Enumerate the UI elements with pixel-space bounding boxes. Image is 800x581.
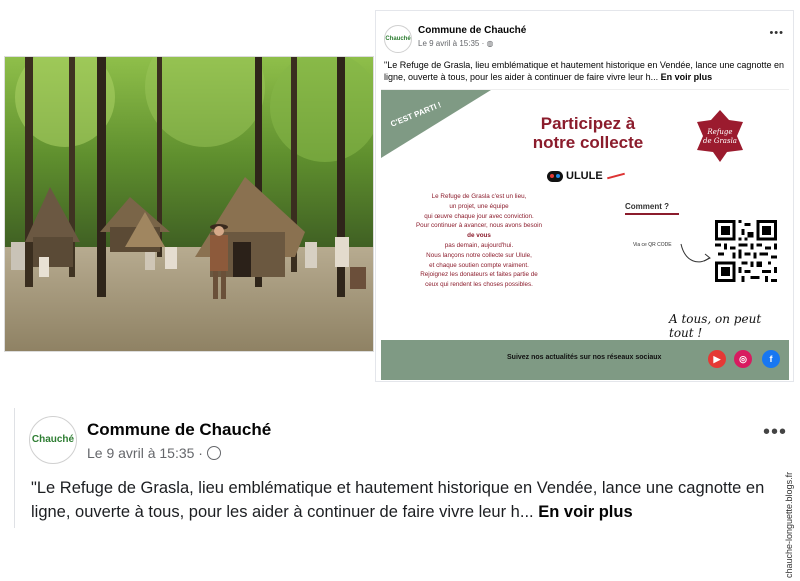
flyer-line: et chaque soutien compte vraiment.	[429, 261, 529, 269]
ulule-mark-icon	[547, 171, 563, 182]
post-text-body: "Le Refuge de Grasla, lieu emblématique et hautement historique en Vendée, lance une cagnotte en ligne, ouverte à tous, pour les aider à continuer de faire vivre leur h...	[384, 60, 784, 82]
fundraising-flyer[interactable]	[381, 89, 789, 380]
post-header	[384, 25, 784, 55]
ulule-logo	[547, 170, 625, 182]
globe-icon	[207, 446, 221, 460]
post-date[interactable]	[87, 445, 221, 461]
flyer-line-emphasis: de vous	[467, 232, 491, 240]
post-date-text: Le 9 avril à 15:35 ·	[418, 39, 487, 48]
flyer-line: pas demain, aujourd'hui.	[444, 241, 514, 249]
qr-code[interactable]	[715, 220, 777, 282]
slogan-text: A tous, on peut tout !	[669, 312, 762, 340]
post-date-text: Le 9 avril à 15:35 ·	[87, 445, 203, 461]
ulule-wordmark: ULULE	[566, 170, 603, 182]
watermark-text: chauche-longuette.blogs.fr	[784, 471, 794, 578]
arrow-icon	[679, 240, 713, 270]
flyer-line: Nous lançons notre collecte sur Ulule,	[426, 251, 532, 259]
flyer-line: ceux qui rendent les choses possibles.	[425, 281, 533, 289]
flyer-title: Participez à notre collecte	[532, 114, 644, 152]
flyer-footer	[381, 340, 789, 380]
page-name-link[interactable]: Commune de Chauché	[418, 25, 527, 36]
post-text	[31, 476, 791, 524]
flyer-line: Rejoignez les donateurs et faites partie de	[420, 271, 538, 279]
flyer-line: un projet, une équipe	[449, 202, 509, 210]
svg-text:de Grasla: de Grasla	[703, 137, 737, 145]
youtube-icon[interactable]: ▶	[708, 350, 726, 368]
page-avatar[interactable]: Chauché	[384, 25, 412, 53]
post-date[interactable]	[418, 39, 493, 48]
flyer-line: qui œuvre chaque jour avec conviction.	[424, 212, 534, 220]
footer-text: Suivez nos actualités sur nos réseaux sociaux	[507, 354, 662, 361]
page-avatar[interactable]: Chauché	[29, 416, 77, 464]
more-options-icon[interactable]: •••	[762, 421, 787, 443]
see-more-link[interactable]: En voir plus	[660, 72, 713, 82]
swoosh-icon	[607, 173, 625, 180]
refuge-grasla-logo	[693, 108, 747, 162]
facebook-icon[interactable]: f	[762, 350, 780, 368]
post-text	[384, 59, 784, 83]
instagram-icon[interactable]: ◎	[734, 350, 752, 368]
comment-heading: Comment ?	[625, 202, 669, 211]
page-name-link[interactable]: Commune de Chauché	[87, 420, 272, 439]
svg-text:Refuge: Refuge	[707, 128, 733, 136]
see-more-link[interactable]: En voir plus	[538, 503, 633, 521]
facebook-post-screenshot	[375, 10, 794, 382]
corner-banner-text: C'EST PARTI !	[389, 100, 443, 129]
flyer-line: Pour continuer à avancer, nous avons besoin	[415, 222, 543, 230]
qr-label: Via ce QR CODE	[633, 242, 672, 248]
more-options-icon[interactable]: •••	[769, 27, 784, 39]
facebook-post-enlarged	[14, 408, 791, 528]
post-text-body: "Le Refuge de Grasla, lieu emblématique et hautement historique en Vendée, lance une cagnotte en ligne, ouverte à tous, pour les aider à continuer de faire vivre leur h...	[31, 479, 765, 521]
flyer-body-text	[399, 192, 559, 290]
comment-underline	[625, 213, 679, 215]
forest-huts-photo	[4, 56, 374, 352]
globe-icon: ◍	[486, 39, 494, 48]
flyer-line: Le Refuge de Grasla c'est un lieu,	[431, 193, 527, 200]
